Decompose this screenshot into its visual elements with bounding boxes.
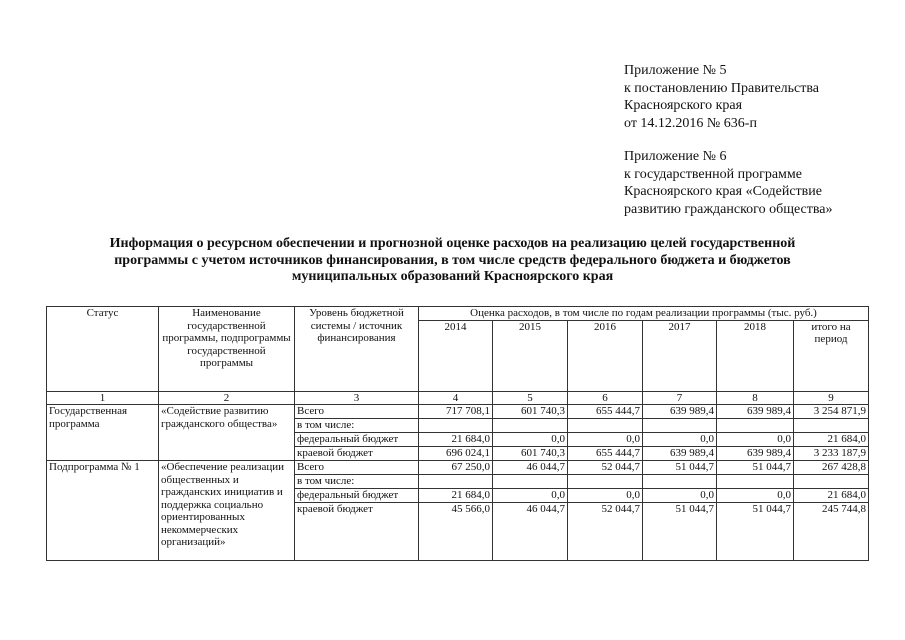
value-cell [643,419,717,433]
table-row [47,461,869,475]
column-number: 1 [47,391,159,405]
value-cell: 67 250,0 [419,461,493,475]
total-cell: 3 254 871,9 [794,405,869,419]
value-cell: 639 989,4 [643,405,717,419]
annex-5-line: Приложение № 5 [624,63,727,78]
column-number: 8 [717,391,794,405]
header-estimate: Оценка расходов, в том числе по годам реализации программы (тыс. руб.) [419,307,869,321]
value-cell [568,419,643,433]
title-line: Информация о ресурсном обеспечении и прогнозной оценке расходов на реализацию целей государственной [109,236,796,251]
value-cell: 52 044,7 [568,503,643,561]
resource-table [46,306,869,561]
value-cell: 46 044,7 [493,461,568,475]
annex-6-block [624,148,833,218]
annex-6-line: Красноярского края «Содействие [624,184,822,199]
total-cell [794,475,869,489]
value-cell: 52 044,7 [568,461,643,475]
header-year: 2017 [643,320,717,391]
level-cell: краевой бюджет [295,447,419,461]
value-cell: 46 044,7 [493,503,568,561]
title-line: муниципальных образований Красноярского края [291,269,614,284]
column-number: 3 [295,391,419,405]
value-cell: 51 044,7 [643,503,717,561]
header-year: 2016 [568,320,643,391]
value-cell: 639 989,4 [717,405,794,419]
column-number: 4 [419,391,493,405]
header-name: Наименование государственной программы, подпрограммы государственной программы [159,307,295,392]
header-year: 2015 [493,320,568,391]
annex-6-line: развитию гражданского общества» [624,201,833,217]
value-cell: 0,0 [568,433,643,447]
column-number: 5 [493,391,568,405]
level-cell: в том числе: [295,475,419,489]
value-cell [717,419,794,433]
value-cell: 601 740,3 [493,447,568,461]
level-cell: краевой бюджет [295,503,419,561]
value-cell: 655 444,7 [568,447,643,461]
value-cell: 639 989,4 [717,447,794,461]
value-cell [493,419,568,433]
header-year: 2014 [419,320,493,391]
total-cell: 3 233 187,9 [794,447,869,461]
level-cell: федеральный бюджет [295,433,419,447]
value-cell: 0,0 [717,433,794,447]
document-title [60,236,845,286]
level-cell: Всего [295,405,419,419]
value-cell: 51 044,7 [643,461,717,475]
value-cell: 0,0 [717,489,794,503]
value-cell: 655 444,7 [568,405,643,419]
header-year: 2018 [717,320,794,391]
value-cell: 639 989,4 [643,447,717,461]
value-cell [419,419,493,433]
value-cell: 51 044,7 [717,461,794,475]
value-cell: 601 740,3 [493,405,568,419]
header-level: Уровень бюджетной системы / источник финансирования [295,307,419,392]
value-cell: 0,0 [493,489,568,503]
column-number: 9 [794,391,869,405]
column-number: 7 [643,391,717,405]
value-cell: 21 684,0 [419,489,493,503]
value-cell [643,475,717,489]
value-cell [493,475,568,489]
annex-5-line: Красноярского края [624,98,743,113]
program-name-cell: «Обеспечение реализации общественных и гражданских инициатив и поддержка социально ориентированных некоммерческих организаций» [159,461,295,561]
value-cell: 717 708,1 [419,405,493,419]
level-cell: федеральный бюджет [295,489,419,503]
value-cell: 0,0 [643,433,717,447]
header-total: итого на период [794,320,869,391]
annex-5-block [624,62,819,132]
value-cell: 0,0 [643,489,717,503]
value-cell: 0,0 [493,433,568,447]
annex-5-line: от 14.12.2016 № 636-п [624,115,757,131]
total-cell: 21 684,0 [794,433,869,447]
level-cell: Всего [295,461,419,475]
annex-6-line: Приложение № 6 [624,149,727,164]
header-status: Статус [47,307,159,392]
value-cell [568,475,643,489]
value-cell: 45 566,0 [419,503,493,561]
program-name-cell: «Содействие развитию гражданского общества» [159,405,295,461]
total-cell: 21 684,0 [794,489,869,503]
value-cell: 0,0 [568,489,643,503]
status-cell: Подпрограмма № 1 [47,461,159,561]
value-cell: 21 684,0 [419,433,493,447]
annex-5-line: к постановлению Правительства [624,80,820,96]
value-cell [717,475,794,489]
table-row [47,405,869,419]
status-cell: Государственная программа [47,405,159,461]
value-cell: 696 024,1 [419,447,493,461]
annex-6-line: к государственной программе [624,166,802,182]
total-cell: 245 744,8 [794,503,869,561]
value-cell [419,475,493,489]
value-cell: 51 044,7 [717,503,794,561]
total-cell [794,419,869,433]
total-cell: 267 428,8 [794,461,869,475]
column-number: 6 [568,391,643,405]
column-number: 2 [159,391,295,405]
title-line: программы с учетом источников финансирования, в том числе средств федерального бюджета и бюджетов [114,252,791,268]
level-cell: в том числе: [295,419,419,433]
